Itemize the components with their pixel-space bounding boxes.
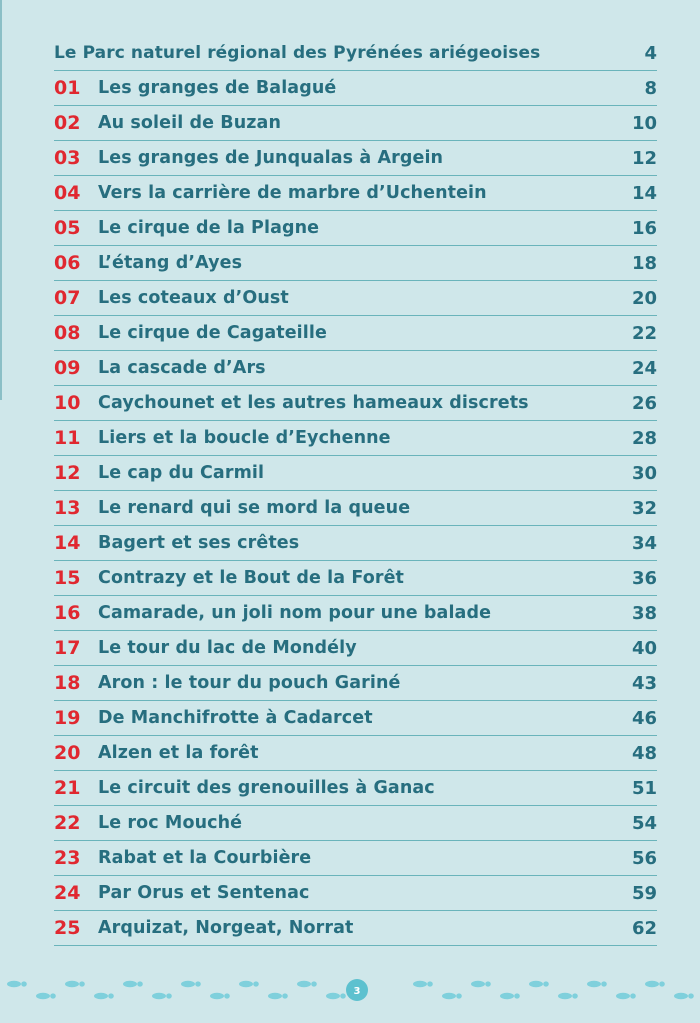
footprint-icon (65, 981, 79, 987)
toc-entry-page: 20 (631, 287, 657, 309)
footprint-icon (152, 993, 166, 999)
toc-entry-number: 25 (54, 917, 81, 939)
toc-entry-number: 12 (54, 462, 81, 484)
toc-row[interactable] (54, 631, 657, 666)
page-number: 3 (353, 986, 361, 997)
toc-entry-number: 06 (54, 252, 81, 274)
footprint-icon (587, 981, 601, 987)
toc-entry-number: 17 (54, 637, 81, 659)
footprint-heel-icon (253, 981, 259, 986)
toc-entry-title: L’étang d’Ayes (98, 253, 243, 273)
footprint-heel-icon (572, 993, 578, 998)
toc-entry-page: 48 (631, 742, 657, 764)
toc-row[interactable] (54, 876, 657, 911)
toc-entry-number: 08 (54, 322, 81, 344)
toc-entry-title: Par Orus et Sentenac (98, 883, 310, 903)
toc-row[interactable] (54, 316, 657, 351)
toc-entry-number: 10 (54, 392, 81, 414)
footprint-icon (674, 993, 688, 999)
toc-entry-page: 43 (631, 672, 657, 694)
toc-entry-page: 30 (631, 462, 657, 484)
toc-row[interactable] (54, 421, 657, 456)
toc-row[interactable] (54, 246, 657, 281)
toc-entry-page: 28 (631, 427, 657, 449)
toc-entry-title: Rabat et la Courbière (98, 848, 312, 868)
footprint-icon (471, 981, 485, 987)
toc-entry-number: 02 (54, 112, 81, 134)
toc-intro-page: 4 (644, 42, 657, 64)
footprint-heel-icon (543, 981, 549, 986)
toc-entry-page: 32 (631, 497, 657, 519)
footprint-heel-icon (79, 981, 85, 986)
toc-entry-number: 11 (54, 427, 81, 449)
toc-entry-page: 46 (631, 707, 657, 729)
table-of-contents (54, 36, 657, 946)
toc-entry-page: 56 (631, 847, 657, 869)
toc-intro-row[interactable] (54, 36, 657, 71)
toc-row[interactable] (54, 351, 657, 386)
footprint-icon (616, 993, 630, 999)
toc-row[interactable] (54, 176, 657, 211)
toc-row[interactable] (54, 386, 657, 421)
footprint-icon (123, 981, 137, 987)
toc-entry-title: La cascade d’Ars (98, 358, 266, 378)
footprint-icon (326, 993, 340, 999)
footprint-icon (413, 981, 427, 987)
footprint-icon (239, 981, 253, 987)
toc-entry-title: Alzen et la forêt (98, 743, 259, 763)
toc-entry-title: Le roc Mouché (98, 813, 243, 833)
toc-row[interactable] (54, 491, 657, 526)
toc-entry-page: 18 (631, 252, 657, 274)
footprint-icon (94, 993, 108, 999)
toc-entry-title: Le circuit des grenouilles à Ganac (98, 778, 435, 798)
footprint-heel-icon (630, 993, 636, 998)
toc-row[interactable] (54, 71, 657, 106)
toc-row[interactable] (54, 561, 657, 596)
toc-entry-page: 12 (631, 147, 657, 169)
toc-entry-title: Contrazy et le Bout de la Forêt (98, 568, 405, 588)
toc-entry-page: 36 (631, 567, 657, 589)
toc-entry-number: 24 (54, 882, 81, 904)
toc-row[interactable] (54, 211, 657, 246)
toc-entry-page: 59 (631, 882, 657, 904)
footprint-icon (36, 993, 50, 999)
toc-entry-number: 09 (54, 357, 81, 379)
toc-entry-page: 62 (631, 917, 657, 939)
footer-footprints (0, 972, 700, 1012)
toc-entry-title: Le tour du lac de Mondély (98, 638, 357, 658)
toc-entry-number: 18 (54, 672, 81, 694)
toc-entry-page: 26 (631, 392, 657, 414)
footprint-heel-icon (108, 993, 114, 998)
toc-entry-title: Liers et la boucle d’Eychenne (98, 428, 391, 448)
toc-entry-title: De Manchifrotte à Cadarcet (98, 708, 373, 728)
footprint-icon (500, 993, 514, 999)
footprint-icon (210, 993, 224, 999)
toc-row[interactable] (54, 666, 657, 701)
toc-entry-title: Camarade, un joli nom pour une balade (98, 603, 492, 623)
toc-entry-number: 14 (54, 532, 81, 554)
toc-entry-number: 13 (54, 497, 81, 519)
toc-entry-title: Les granges de Balagué (98, 78, 337, 98)
footprint-heel-icon (311, 981, 317, 986)
footprint-heel-icon (514, 993, 520, 998)
toc-row[interactable] (54, 771, 657, 806)
toc-row[interactable] (54, 736, 657, 771)
toc-entry-title: Arquizat, Norgeat, Norrat (98, 918, 354, 938)
footprint-heel-icon (166, 993, 172, 998)
toc-entry-page: 40 (631, 637, 657, 659)
footprint-icon (181, 981, 195, 987)
footprint-icon (297, 981, 311, 987)
toc-entry-number: 03 (54, 147, 81, 169)
page-edge-mark (0, 0, 2, 400)
toc-entry-page: 34 (631, 532, 657, 554)
toc-entry-number: 22 (54, 812, 81, 834)
footprint-heel-icon (456, 993, 462, 998)
footprint-icon (558, 993, 572, 999)
toc-entry-number: 04 (54, 182, 81, 204)
toc-row[interactable] (54, 806, 657, 841)
footprint-heel-icon (688, 993, 694, 998)
toc-entry-title: Bagert et ses crêtes (98, 533, 300, 553)
toc-entry-page: 10 (631, 112, 657, 134)
toc-entry-title: Les granges de Junqualas à Argein (98, 148, 444, 168)
toc-entry-title: Le cirque de Cagateille (98, 323, 327, 343)
toc-entry-title: Les coteaux d’Oust (98, 288, 289, 308)
toc-entry-number: 20 (54, 742, 81, 764)
toc-entry-title: Vers la carrière de marbre d’Uchentein (98, 183, 487, 203)
toc-entry-title: Le renard qui se mord la queue (98, 498, 411, 518)
toc-entry-title: Au soleil de Buzan (98, 113, 282, 133)
toc-row[interactable] (54, 456, 657, 491)
footprint-icon (645, 981, 659, 987)
toc-intro-title: Le Parc naturel régional des Pyrénées ariégeoises (54, 43, 541, 63)
footprint-heel-icon (282, 993, 288, 998)
toc-entry-title: Caychounet et les autres hameaux discrets (98, 393, 529, 413)
toc-row[interactable] (54, 701, 657, 736)
toc-row[interactable] (54, 841, 657, 876)
footprint-heel-icon (659, 981, 665, 986)
toc-entry-number: 21 (54, 777, 81, 799)
footprint-icon (7, 981, 21, 987)
toc-entry-page: 8 (644, 77, 657, 99)
footprint-icon (268, 993, 282, 999)
toc-entry-title: Le cirque de la Plagne (98, 218, 320, 238)
toc-entry-number: 15 (54, 567, 81, 589)
toc-row[interactable] (54, 526, 657, 561)
footprint-heel-icon (427, 981, 433, 986)
toc-entry-number: 16 (54, 602, 81, 624)
toc-entry-number: 19 (54, 707, 81, 729)
footprint-icon (442, 993, 456, 999)
footprint-heel-icon (21, 981, 27, 986)
toc-entry-title: Aron : le tour du pouch Gariné (98, 673, 401, 693)
toc-row[interactable] (54, 281, 657, 316)
toc-entry-page: 38 (631, 602, 657, 624)
toc-entry-page: 22 (631, 322, 657, 344)
footprint-heel-icon (195, 981, 201, 986)
footprint-heel-icon (340, 993, 346, 998)
toc-entry-number: 07 (54, 287, 81, 309)
toc-row[interactable] (54, 911, 657, 946)
footprint-heel-icon (601, 981, 607, 986)
toc-row[interactable] (54, 141, 657, 176)
toc-entry-number: 05 (54, 217, 81, 239)
footprint-heel-icon (50, 993, 56, 998)
toc-entry-title: Le cap du Carmil (98, 463, 265, 483)
footprint-heel-icon (224, 993, 230, 998)
toc-entry-page: 51 (631, 777, 657, 799)
toc-entry-page: 54 (631, 812, 657, 834)
toc-row[interactable] (54, 106, 657, 141)
toc-entry-page: 16 (631, 217, 657, 239)
footprint-heel-icon (485, 981, 491, 986)
toc-entry-number: 23 (54, 847, 81, 869)
footprint-heel-icon (137, 981, 143, 986)
footprint-icon (529, 981, 543, 987)
toc-entry-number: 01 (54, 77, 81, 99)
toc-row[interactable] (54, 596, 657, 631)
toc-entry-page: 14 (631, 182, 657, 204)
toc-entry-page: 24 (631, 357, 657, 379)
